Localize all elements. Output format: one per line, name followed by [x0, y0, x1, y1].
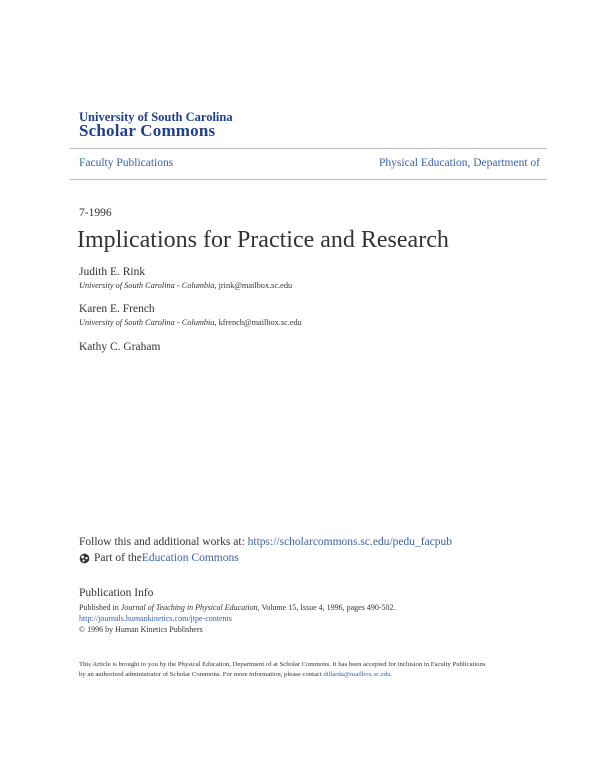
- education-commons-link[interactable]: Education Commons: [141, 552, 239, 564]
- footer-notice-line1: This Article is brought to you by the Physical Education, Department of at Scholar Commons. It has been accepted for inclusion in Faculty Publications: [79, 661, 486, 668]
- author-name: Judith E. Rink: [79, 266, 146, 278]
- publication-citation: [79, 603, 396, 612]
- publication-date: 7-1996: [79, 207, 112, 219]
- journal-name: Journal of Teaching in Physical Education: [120, 603, 258, 612]
- footer-text: by an authorized administrator of Scholar Commons. For more information, please contact: [79, 671, 324, 678]
- article-title: Implications for Practice and Research: [77, 227, 449, 253]
- university-name: University of South Carolina: [79, 110, 233, 124]
- follow-line: [79, 536, 452, 548]
- affiliation-text: University of South Carolina - Columbia: [79, 318, 215, 327]
- commons-network-icon: [79, 553, 90, 564]
- top-divider: [70, 148, 547, 149]
- footer-period: .: [390, 671, 393, 678]
- author-name: Karen E. French: [79, 303, 155, 315]
- contact-email-link[interactable]: dillarda@mailbox.sc.edu: [323, 671, 391, 678]
- author-name: Kathy C. Graham: [79, 341, 161, 353]
- affiliation-text: University of South Carolina - Columbia: [79, 281, 215, 290]
- collection-link-faculty-publications[interactable]: Faculty Publications: [79, 157, 174, 169]
- part-of-line: [79, 552, 239, 564]
- publication-info-heading: Publication Info: [79, 587, 154, 599]
- bottom-divider: [70, 179, 547, 180]
- author-affiliation: University of South Carolina - Columbia, kfrench@mailbox.sc.edu: [79, 318, 302, 327]
- repository-name[interactable]: Scholar Commons: [79, 121, 216, 140]
- follow-text: Follow this and additional works at:: [79, 536, 248, 548]
- repository-url-link[interactable]: https://scholarcommons.sc.edu/pedu_facpub: [247, 536, 453, 548]
- footer-notice-line2: [79, 671, 392, 678]
- citation-prefix: Published in: [79, 603, 121, 612]
- author-affiliation: University of South Carolina - Columbia, jrink@mailbox.sc.edu: [79, 281, 293, 290]
- collection-link-department[interactable]: Physical Education, Department of: [379, 157, 540, 169]
- citation-details: , Volume 15, Issue 4, 1996, pages 490-502.: [257, 603, 396, 612]
- journal-url-link[interactable]: http://journals.humankinetics.com/jtpe-contents: [79, 614, 232, 623]
- author-email: kfrench@mailbox.sc.edu: [218, 318, 302, 327]
- author-email: jrink@mailbox.sc.edu: [218, 281, 293, 290]
- copyright-notice: © 1996 by Human Kinetics Publishers: [79, 625, 203, 634]
- part-of-text: Part of the: [94, 552, 142, 564]
